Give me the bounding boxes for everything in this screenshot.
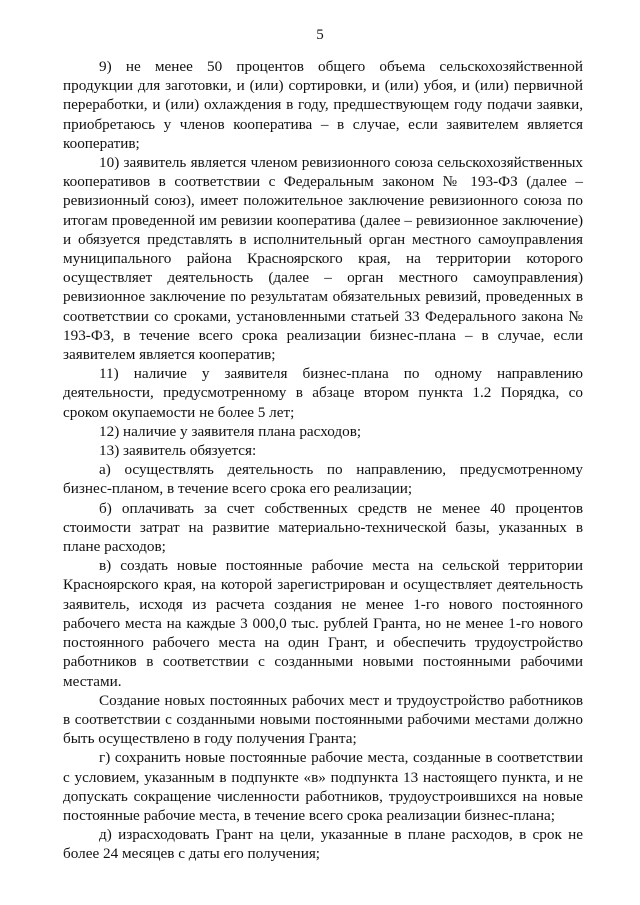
document-body bbox=[63, 57, 583, 864]
page-number: 5 bbox=[316, 27, 324, 43]
paragraph-item-13: 13) заявитель обязуется: bbox=[99, 442, 257, 460]
paragraph-item-11: 11) наличие у заявителя бизнес-плана по одному направлению деятельности, предусмотренному в абзаце втором пункта 1.2 Порядка, со сроком окупаемости не более 5 лет; bbox=[63, 365, 583, 421]
subparagraph-a: а) осуществлять деятельность по направлению, предусмотренному бизнес-планом, в течение всего срока его реализации; bbox=[63, 461, 583, 498]
paragraph-jobs-note: Создание новых постоянных рабочих мест и трудоустройство работников в соответствии с созданными новыми постоянными рабочими местами должно быть осуществлено в году получения Гранта; bbox=[63, 691, 583, 748]
subparagraph-b: б) оплачивать за счет собственных средств не менее 40 процентов стоимости затрат на развитие материально-технической базы, указанных в плане расходов; bbox=[63, 499, 583, 556]
paragraph-item-12: 12) наличие у заявителя плана расходов; bbox=[99, 422, 362, 440]
subparagraph-g: г) сохранить новые постоянные рабочие места, созданные в соответствии с условием, указанным в подпункте «в» подпункта 13 настоящего пункта, и не допускать сокращение численности работников, трудоустроившихся на новые постоянные рабочие места, в течение всего срока реализации бизнес-плана; bbox=[63, 749, 583, 824]
paragraph-item-9: 9) не менее 50 процентов общего объема сельскохозяйственной продукции для заготовки, и (или) сортировки, и (или) убоя, и (или) первичной переработки, и (или) охлаждения в году, предшествующем году подачи заявки, приобретаюсь у членов кооператива – в случае, если заявителем является кооператив; bbox=[63, 58, 583, 152]
subparagraph-d: д) израсходовать Грант на цели, указанные в плане расходов, в срок не более 24 месяцев с даты его получения; bbox=[63, 826, 583, 863]
subparagraph-v: в) создать новые постоянные рабочие места на сельской территории Красноярского края, на которой зарегистрирован и осуществляет деятельность заявитель, исходя из расчета создания не менее 1-го нового постоянного рабочего места на каждые 3 000,0 тыс. рублей Гранта, но не менее 1-го нового постоянного рабочего места на один Грант, и обеспечить трудоустройство работников в соответствии с созданными новыми постоянными рабочими местами. bbox=[63, 557, 583, 690]
paragraph-item-10: 10) заявитель является членом ревизионного союза сельскохозяйственных кооперативов в соответствии с Федеральным законом № 193-ФЗ (далее – ревизионный союз), имеет положительное заключение ревизионного союза по итогам проведенной им ревизии кооператива (далее – ревизионное заключение) и обязуется представлять в исполнительный орган местного самоуправления муниципального района Красноярского края, на территории которого осуществляет деятельность (далее – орган местного самоуправления) ревизионное заключение по результатам обязательных ревизий, проведенных в соответствии со сроками, установленными статьей 33 Федерального закона № 193-ФЗ, в течение всего срока реализации бизнес-плана – в случае, если заявителем является кооператив; bbox=[63, 154, 583, 364]
